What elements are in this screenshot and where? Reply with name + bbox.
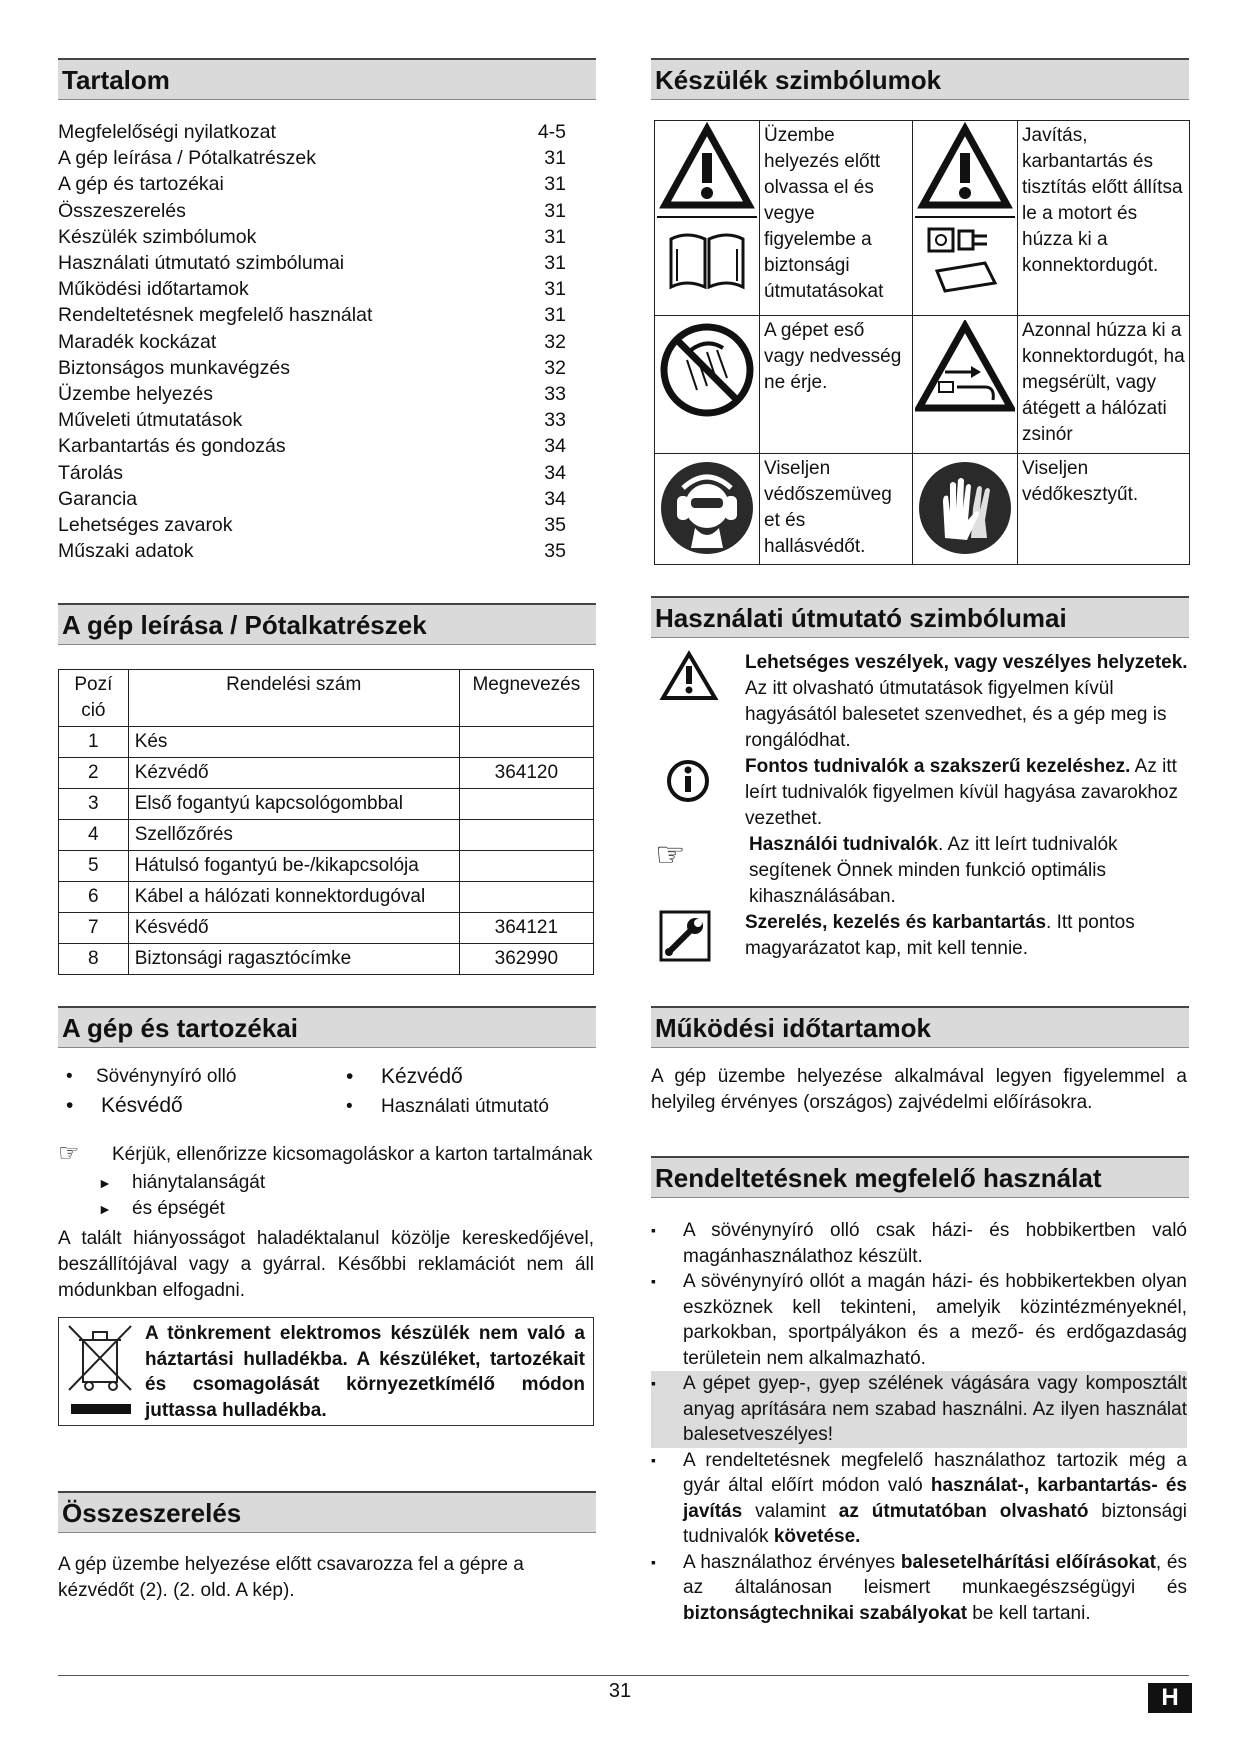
assembly-section xyxy=(58,1491,596,1604)
list-item-highlighted: ▪ A gépet gyep-, gyep szélének vágására vagy komposztált anyag aprítására nem szabad használni. Az ilyen használat balesetveszélyes! xyxy=(651,1371,1187,1448)
unpack-note: ☞ Kérjük, ellenőrizze kicsomagoláskor a karton tartalmának xyxy=(58,1140,593,1167)
device-symbols-title: Készülék szimbólumok xyxy=(651,58,1189,100)
toc-entry: Biztonságos munkavégzés 32 xyxy=(58,356,566,379)
symbol-cell xyxy=(913,316,1018,454)
warning-read-manual-icon xyxy=(657,121,757,309)
list-item: ▪ A sövénynyíró ollót a magán házi- és hobbikertekben olyan eszköznek kell tekinteni, amelyik közintézményeknél, parkokban, sportpályákon és a mező- és erdőgazdaság területein nem alkalmazható. xyxy=(651,1271,1187,1369)
symbol-cell xyxy=(655,454,760,565)
toc-entry: Megfelelőségi nyilatkozat 4-5 xyxy=(58,121,566,143)
toc-entry: Használati útmutató szimbólumai 31 xyxy=(58,252,566,275)
list-item: • Sövénynyíró olló xyxy=(66,1066,237,1087)
table-row: 8 Biztonsági ragasztócímke 362990 xyxy=(59,944,594,975)
symbol-cell xyxy=(655,316,760,454)
col-header-order: Rendelési szám xyxy=(128,670,459,727)
toc-entry: Készülék szimbólumok 31 xyxy=(58,225,566,248)
disposal-box xyxy=(58,1317,594,1426)
toc-entry: Üzembe helyezés 33 xyxy=(58,383,566,406)
gloves-icon xyxy=(915,458,1015,558)
toc-entry: A gép leírása / Pótalkatrészek 31 xyxy=(58,147,566,170)
language-badge: H xyxy=(1148,1683,1192,1713)
symbol-text: Viseljen védőszemüveg et és hallásvédőt. xyxy=(760,454,913,565)
warning-unplug-icon xyxy=(915,121,1015,309)
goggles-ear-protection-icon xyxy=(657,458,757,558)
toc-entry: Műszaki adatok 35 xyxy=(58,540,566,563)
list-item: ☞ Használói tudnivalók. Az itt leírt tudnivalók segítenek Önnek minden funkció optimális kihasználásában. xyxy=(651,832,1189,910)
list-item: ▪ A rendeltetésnek megfelelő használathoz tartozik még a gyár által előírt módon való használat-, karbantartás- és javítás valamint az útmutatóban olvasható biztonsági tudnivalók követése. xyxy=(651,1449,1187,1547)
accessories-section xyxy=(58,1006,596,1426)
unpack-sublist xyxy=(98,1170,596,1222)
arrow-icon: ► xyxy=(98,1201,112,1217)
arrow-icon: ► xyxy=(98,1175,112,1191)
toc-entry: Karbantartás és gondozás 34 xyxy=(58,435,566,458)
symbol-text: Üzembe helyezés előtt olvassa el és vegye figyelembe a biztonsági útmutatásokat xyxy=(760,121,913,316)
list-item: • Használati útmutató xyxy=(346,1096,549,1117)
manual-symbols-section xyxy=(651,596,1189,967)
device-symbols-table xyxy=(654,120,1190,565)
parts-section xyxy=(58,603,596,975)
toc-entry: A gép és tartozékai 31 xyxy=(58,173,566,196)
table-row: 4 Szellőzőrés xyxy=(59,820,594,851)
toc-entry: Összeszerelés 31 xyxy=(58,199,566,222)
toc-title: Tartalom xyxy=(58,58,596,100)
list-item: • Kézvédő xyxy=(346,1065,463,1088)
warning-triangle-icon xyxy=(651,650,745,754)
toc-entry: Tárolás 34 xyxy=(58,461,566,484)
pointing-hand-icon: ☞ xyxy=(58,1140,80,1167)
intended-use-list xyxy=(651,1218,1187,1626)
duration-text: A gép üzembe helyezése alkalmával legyen figyelemmel a helyileg érvényes (országos) zajvédelmi előírásokra. xyxy=(651,1066,1187,1113)
toc-list xyxy=(58,119,596,564)
symbol-text: Javítás, karbantartás és tisztítás előtt állítsa le a motort és húzza ki a konnektordugót. xyxy=(1018,121,1190,316)
list-item: ▪ A használathoz érvényes balesetelhárítási előírásokat, és az általánosan leismert munkaegészségügyi és biztonságtechnikai szabályokat be kell tartani. xyxy=(651,1551,1187,1624)
table-row: 2 Kézvédő 364120 xyxy=(59,758,594,789)
intended-use-title: Rendeltetésnek megfelelő használat xyxy=(651,1156,1189,1198)
table-row: 6 Kábel a hálózati konnektordugóval xyxy=(59,882,594,913)
table-row: 7 Késvédő 364121 xyxy=(59,913,594,944)
symbol-text: Viseljen védőkesztyűt. xyxy=(1018,454,1190,565)
toc-entry: Lehetséges zavarok 35 xyxy=(58,514,566,537)
disposal-text: A tönkrement elektromos készülék nem való a háztartási hulladékba. A készüléket, tartozékait és csomagolását környezetkímélő módon juttassa hulladékba. xyxy=(145,1323,585,1421)
table-row: 1 Kés xyxy=(59,727,594,758)
list-item: Lehetséges veszélyek, vagy veszélyes helyzetek. Az itt olvasható útmutatások figyelmen kívül hagyásától balesetet szenvedhet, és a gép meg is rongálódhat. xyxy=(651,650,1189,754)
no-rain-icon xyxy=(657,320,757,420)
missing-items-paragraph: A talált hiányosságot haladéktalanul közölje kereskedőjével, beszállítójával vagy a gyárral. Későbbi reklamációt nem áll módunkban elfogadni. xyxy=(58,1228,594,1301)
manual-symbols-list xyxy=(651,650,1189,967)
col-header-pos: Pozí ció xyxy=(59,670,129,727)
toc-entry: Műveleti útmutatások 33 xyxy=(58,409,566,432)
list-item: Fontos tudnivalók a szakszerű kezeléshez. Az itt leírt tudnivalók figyelmen kívül hagyása zavarokhoz vezethet. xyxy=(651,754,1189,832)
damaged-cord-warning-icon xyxy=(915,320,1015,420)
device-symbols-section xyxy=(651,58,1189,565)
accessories-list xyxy=(58,1064,596,1128)
wrench-icon xyxy=(651,910,745,967)
table-row: 3 Első fogantyú kapcsológombbal xyxy=(59,789,594,820)
list-item: ► hiánytalanságát xyxy=(98,1170,596,1196)
toc-entry: Rendeltetésnek megfelelő használat 31 xyxy=(58,304,566,327)
toc-section xyxy=(58,58,596,564)
toc-entry: Maradék kockázat 32 xyxy=(58,330,566,353)
symbol-text: Azonnal húzza ki a konnektordugót, ha megsérült, vagy átégett a hálózati zsinór xyxy=(1018,316,1190,454)
toc-entry: Működési időtartamok 31 xyxy=(58,278,566,301)
manual-symbols-title: Használati útmutató szimbólumai xyxy=(651,596,1189,638)
duration-section xyxy=(651,1006,1189,1116)
parts-title: A gép leírása / Pótalkatrészek xyxy=(58,603,596,645)
pointing-hand-icon: ☞ xyxy=(655,836,686,874)
col-header-name: Megnevezés xyxy=(459,670,593,727)
symbol-text: A gépet eső vagy nedvesség ne érje. xyxy=(760,316,913,454)
page-number: 31 xyxy=(608,1680,632,1702)
crossed-bin-icon xyxy=(59,1318,145,1425)
info-icon xyxy=(651,754,745,832)
accessories-title: A gép és tartozékai xyxy=(58,1006,596,1048)
duration-title: Működési időtartamok xyxy=(651,1006,1189,1048)
symbol-cell xyxy=(655,121,760,316)
assembly-text: A gép üzembe helyezése előtt csavarozza fel a gépre a kézvédőt (2). (2. old. A kép). xyxy=(58,1554,524,1601)
symbol-cell xyxy=(913,454,1018,565)
footer-rule xyxy=(58,1675,1189,1676)
list-item: ► és épségét xyxy=(98,1196,596,1222)
table-row: 5 Hátulsó fogantyú be-/kikapcsolója xyxy=(59,851,594,882)
list-item: Szerelés, kezelés és karbantartás. Itt pontos magyarázatot kap, mit kell tennie. xyxy=(651,910,1189,967)
assembly-title: Összeszerelés xyxy=(58,1491,596,1533)
intended-use-section xyxy=(651,1156,1189,1626)
list-item: • Késvédő xyxy=(66,1094,183,1117)
parts-table xyxy=(58,669,594,975)
symbol-cell xyxy=(913,121,1018,316)
list-item: ▪ A sövénynyíró olló csak házi- és hobbikertben való magánhasználathoz készült. xyxy=(651,1220,1187,1267)
toc-entry: Garancia 34 xyxy=(58,487,566,510)
